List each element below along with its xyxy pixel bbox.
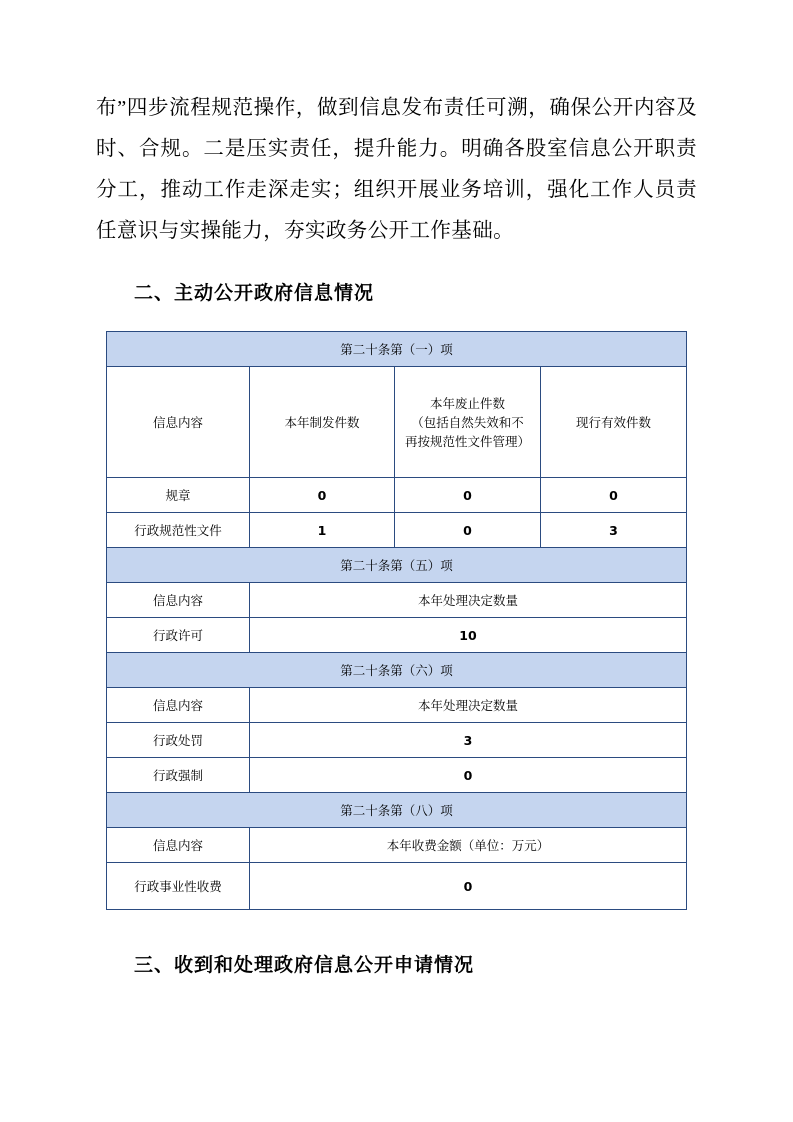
- table-row: [106, 723, 686, 758]
- regulation-issued-value: 0: [249, 478, 394, 513]
- administrative-penalty-value: 3: [249, 723, 686, 758]
- regulation-abolished-value: 0: [394, 478, 540, 513]
- table-row: [106, 478, 686, 513]
- table-row: [106, 583, 686, 618]
- header-issued-count: 本年制发件数: [249, 367, 394, 478]
- normative-issued-value: 1: [249, 513, 394, 548]
- section6-header-value: 本年处理决定数量: [249, 688, 686, 723]
- section-band-6: 第二十条第（六）项: [106, 653, 686, 688]
- section-band-5: 第二十条第（五）项: [106, 548, 686, 583]
- header-info-content: 信息内容: [106, 367, 249, 478]
- administrative-fee-value: 0: [249, 863, 686, 910]
- table-row: [106, 793, 686, 828]
- table-row: [106, 653, 686, 688]
- normative-effective-value: 3: [540, 513, 686, 548]
- table-row: [106, 863, 686, 910]
- table-row: [106, 688, 686, 723]
- header-effective-count: 现行有效件数: [540, 367, 686, 478]
- row-label-administrative-penalty: 行政处罚: [106, 723, 249, 758]
- section-heading-two: 二、主动公开政府信息情况: [134, 282, 375, 304]
- section-band-8: 第二十条第（八）项: [106, 793, 686, 828]
- table-row: [106, 367, 686, 478]
- header-abolished-line-1: 本年废止件数: [429, 395, 505, 411]
- section-band-1: 第二十条第（一）项: [106, 332, 686, 367]
- section5-header-label: 信息内容: [106, 583, 249, 618]
- section-heading-three: 三、收到和处理政府信息公开申请情况: [134, 954, 475, 976]
- table-row: [106, 758, 686, 793]
- header-abolished-line-2: （包括自然失效和不: [411, 414, 524, 430]
- header-abolished-line-3: 再按规范性文件管理）: [404, 433, 530, 449]
- table-row: [106, 828, 686, 863]
- section8-header-value: 本年收费金额（单位：万元）: [249, 828, 686, 863]
- regulation-effective-value: 0: [540, 478, 686, 513]
- section6-header-label: 信息内容: [106, 688, 249, 723]
- header-abolished-count: [394, 367, 540, 478]
- table-row: [106, 618, 686, 653]
- row-label-administrative-fee: 行政事业性收费: [106, 863, 249, 910]
- table-row: [106, 548, 686, 583]
- row-label-regulation: 规章: [106, 478, 249, 513]
- row-label-administrative-coercion: 行政强制: [106, 758, 249, 793]
- normative-abolished-value: 0: [394, 513, 540, 548]
- row-label-normative-document: 行政规范性文件: [106, 513, 249, 548]
- section8-header-label: 信息内容: [106, 828, 249, 863]
- body-paragraph: 布”四步流程规范操作，做到信息发布责任可溯，确保公开内容及时、合规。二是压实责任，提升能力。明确各股室信息公开职责分工，推动工作走深走实；组织开展业务培训，强化工作人员责任意识与实操能力，夯实政务公开工作基础。: [96, 97, 697, 242]
- government-information-table: [106, 331, 687, 910]
- government-information-table-wrap: [96, 331, 697, 910]
- administrative-license-value: 10: [249, 618, 686, 653]
- administrative-coercion-value: 0: [249, 758, 686, 793]
- table-row: [106, 513, 686, 548]
- table-row: [106, 332, 686, 367]
- section5-header-value: 本年处理决定数量: [249, 583, 686, 618]
- row-label-administrative-license: 行政许可: [106, 618, 249, 653]
